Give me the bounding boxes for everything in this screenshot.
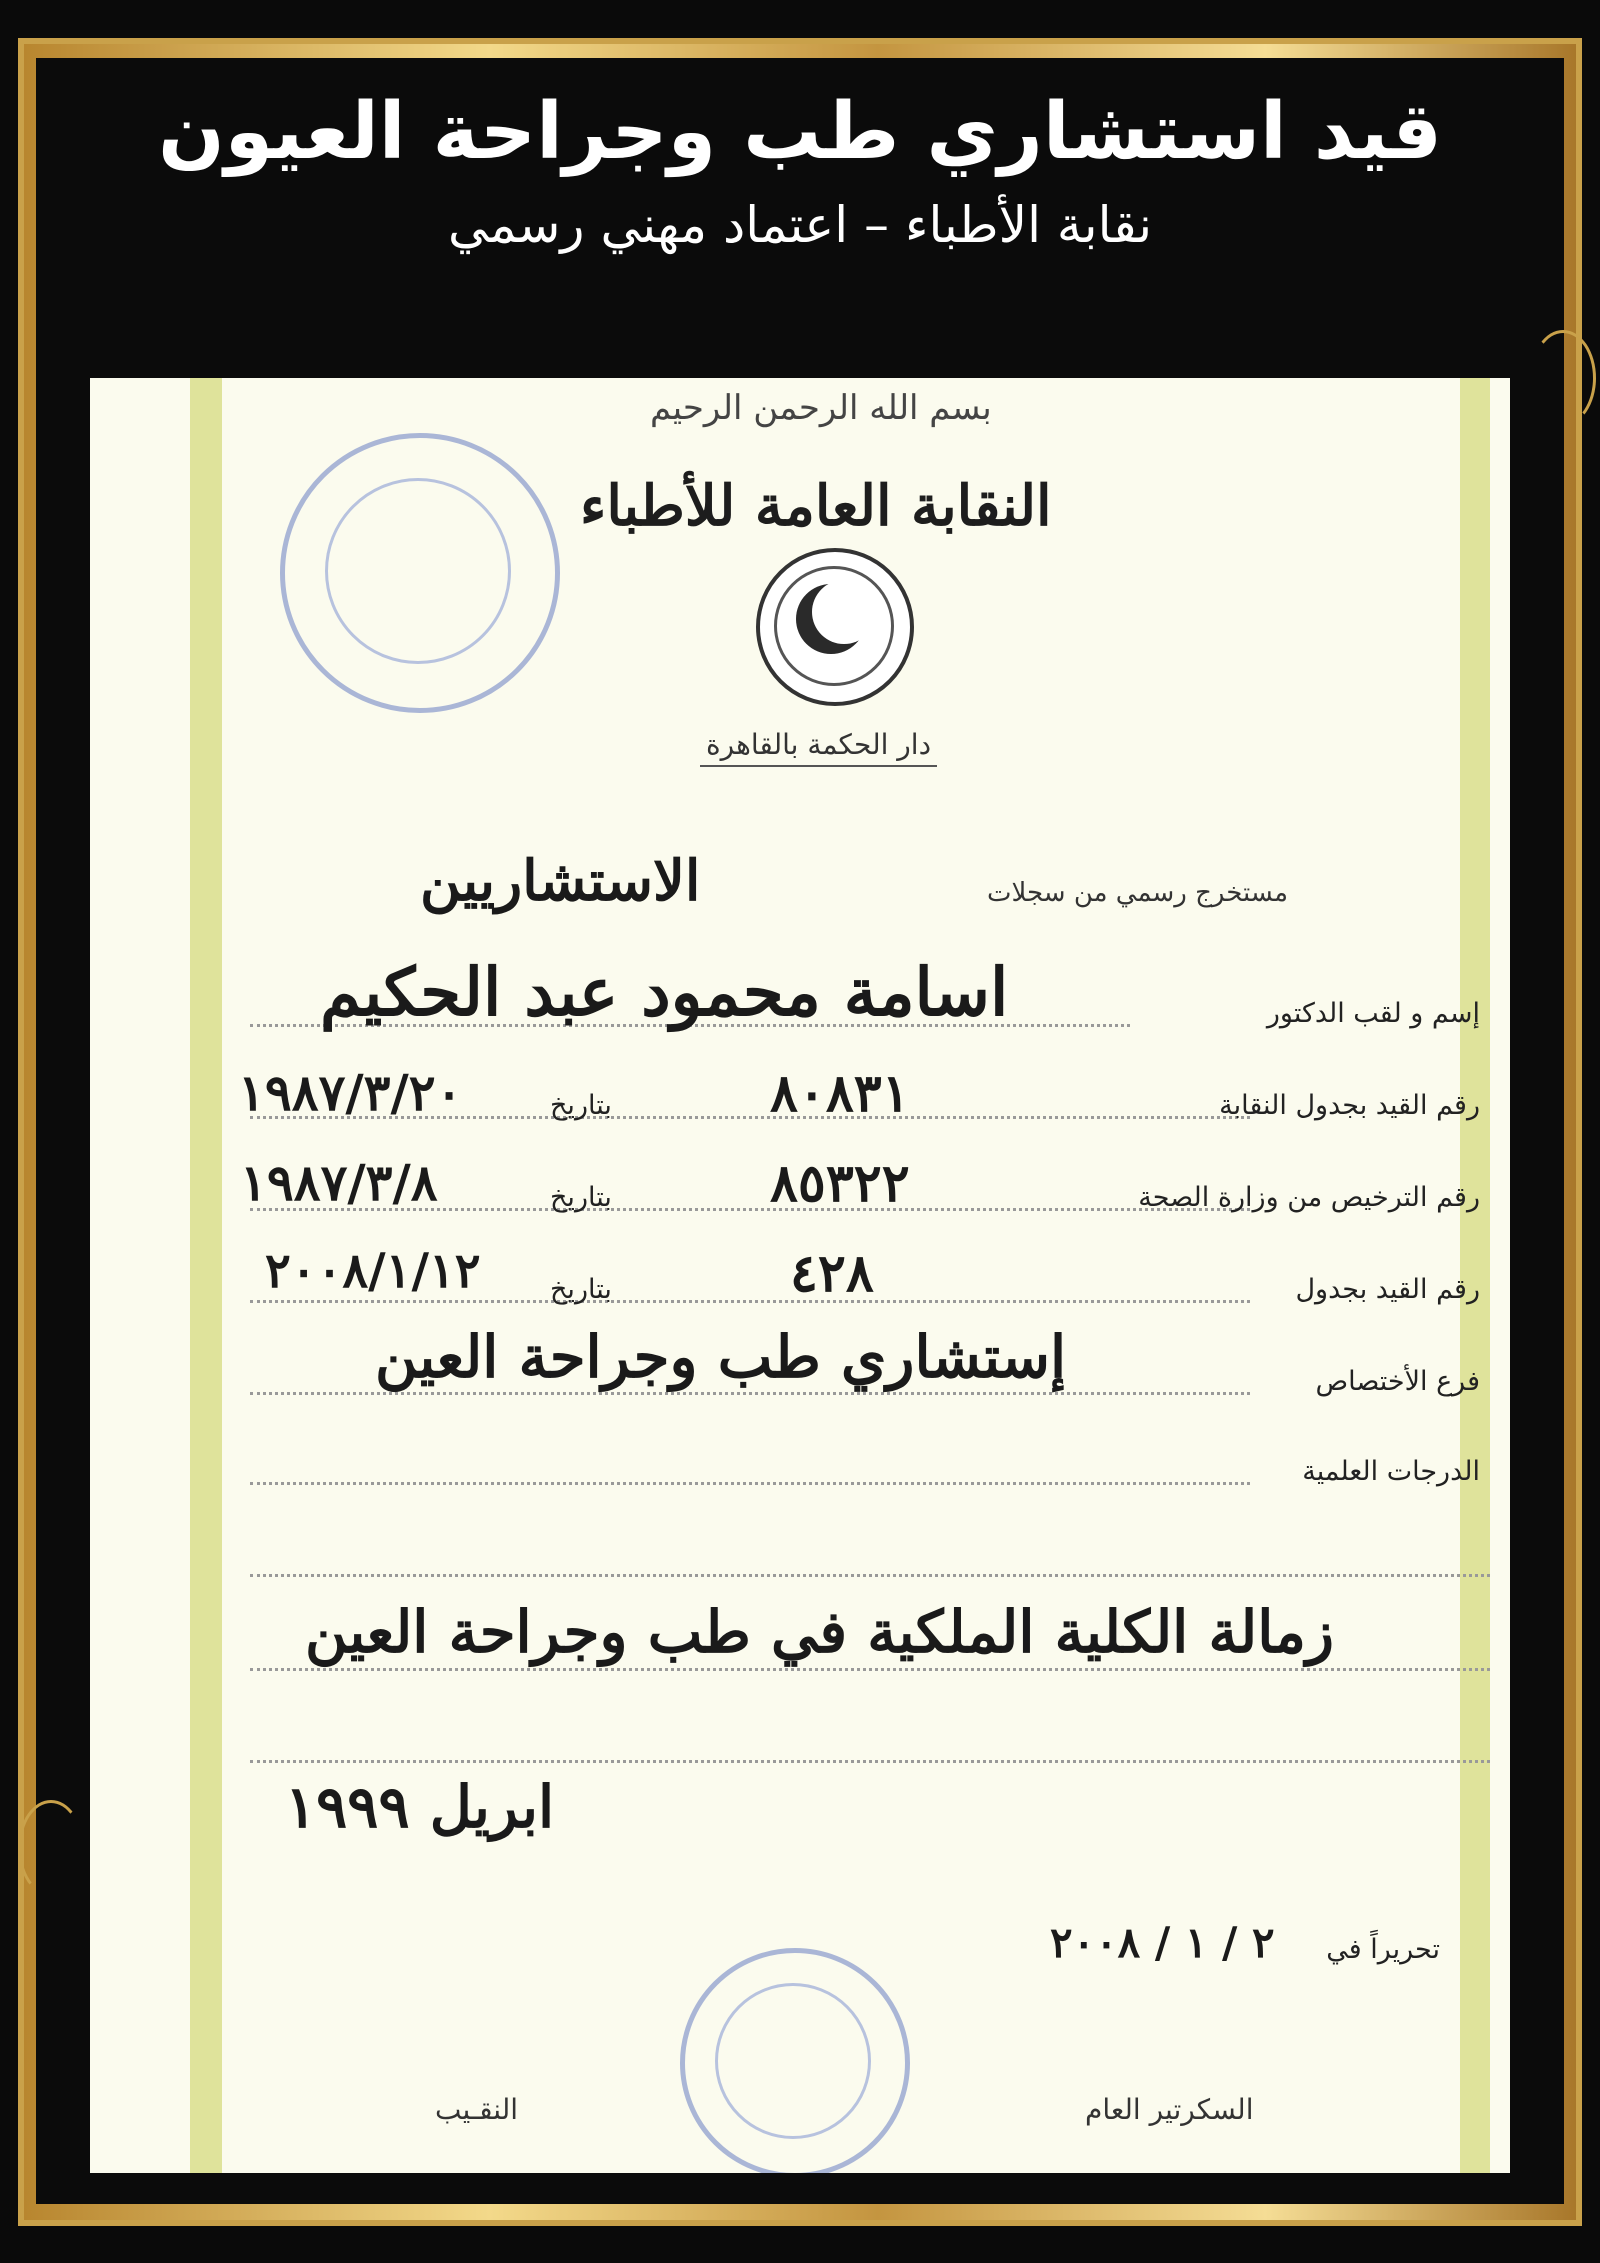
issuer-place: دار الحكمة بالقاهرة [700,728,937,767]
license-no-value: ٨٥٣٢٢ [770,1153,910,1214]
name-label: إسم و لقب الدكتور [1266,998,1480,1029]
syndicate-emblem-icon [756,548,914,706]
license-date-label: بتاريخ [550,1182,612,1213]
specialty-value: إستشاري طب وجراحة العين [375,1323,1067,1391]
certificate-document [90,378,1510,2173]
syndicate-date-label: بتاريخ [550,1090,612,1121]
ornament-swirl-icon [1530,330,1596,426]
issued-label: تحريراً في [1326,1934,1440,1965]
degree-date: ابريل ١٩٩٩ [285,1773,555,1841]
issuer-name: النقابة العامة للأطباء [580,473,1052,539]
license-date-value: ١٩٨٧/٣/٨ [240,1153,438,1212]
table-no-value: ٤٢٨ [790,1243,874,1304]
stamp-icon [280,433,560,713]
table-no-label: رقم القيد بجدول [1295,1274,1480,1305]
degrees-label: الدرجات العلمية [1302,1456,1480,1487]
dotted-line [250,1300,1250,1303]
register-name: الاستشاريين [420,848,701,914]
dotted-line [250,1760,1490,1763]
license-no-label: رقم الترخيص من وزارة الصحة [1138,1182,1480,1213]
dotted-line [250,1482,1250,1485]
basmala: بسم الله الرحمن الرحيم [650,388,992,428]
extract-label: مستخرج رسمي من سجلات [987,878,1288,908]
stamp-icon [680,1948,910,2173]
secretary-signature-label: السكرتير العام [1085,2093,1254,2126]
name-value: اسامة محمود عبد الحكيم [320,953,1009,1031]
dotted-line [250,1668,1490,1671]
table-date-label: بتاريخ [550,1274,612,1305]
specialty-label: فرع الأختصاص [1315,1366,1480,1397]
ornament-swirl-icon [18,1800,84,1896]
header [0,87,1600,254]
syndicate-date-value: ١٩٨٧/٣/٢٠ [238,1063,463,1122]
syndicate-no-label: رقم القيد بجدول النقابة [1219,1090,1480,1121]
syndicate-no-value: ٨٠٨٣١ [770,1063,910,1124]
dotted-line [250,1574,1490,1577]
table-date-value: ٢٠٠٨/١/١٢ [265,1243,481,1299]
issued-date: ٢ / ١ / ٢٠٠٨ [1050,1918,1275,1967]
page-subtitle: نقابة الأطباء – اعتماد مهني رسمي [447,195,1153,254]
head-signature-label: النقـيب [435,2093,519,2126]
dotted-line [250,1392,1250,1395]
paper-band-left [190,378,222,2173]
degree-value: زمالة الكلية الملكية في طب وجراحة العين [305,1598,1334,1666]
page-title: قيد استشاري طب وجراحة العيون [158,87,1442,177]
